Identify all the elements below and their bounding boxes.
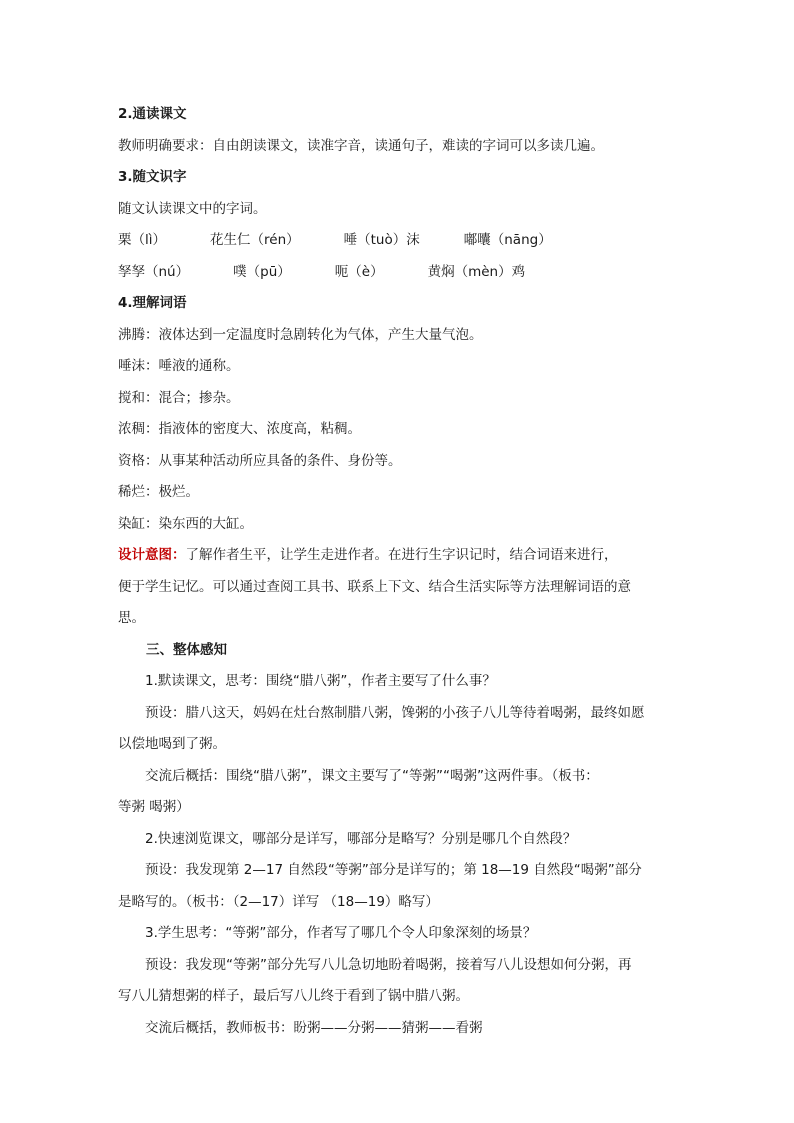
paragraph: 教师明确要求：自由朗读课文，读准字音，读通句子，难读的字词可以多读几遍。 (118, 137, 604, 154)
paragraph: 预设：我发现“等粥”部分先写八儿急切地盼着喝粥，接着写八儿设想如何分粥，再 (145, 956, 632, 973)
pinyin-word: 黄焖（mèn）鸡 (427, 263, 526, 280)
design-intent-label: 设计意图： (118, 547, 186, 563)
pinyin-row-2 (118, 257, 678, 289)
paragraph: 思。 (118, 610, 145, 626)
section-heading-vocab: 4.理解词语 (118, 295, 187, 311)
design-intent-text: 了解作者生平，让学生走进作者。在进行生字识记时，结合词语来进行， (185, 547, 618, 563)
paragraph: 写八儿猜想粥的样子，最后写八儿终于看到了锅中腊八粥。 (118, 988, 469, 1004)
pinyin-word: 呃（è） (334, 263, 384, 280)
paragraph: 预设：腊八这天，妈妈在灶台熬制腊八粥，馋粥的小孩子八儿等待着喝粥，最终如愿 (145, 704, 645, 721)
paragraph: 交流后概括，教师板书：盼粥——分粥——猜粥——看粥 (145, 1019, 483, 1036)
question: 1.默读课文，思考：围绕“腊八粥”，作者主要写了什么事？ (145, 673, 496, 689)
question: 3.学生思考：“等粥”部分，作者写了哪几个令人印象深刻的场景？ (145, 925, 537, 941)
paragraph: 以偿地喝到了粥。 (118, 736, 226, 752)
vocab-item: 沸腾：液体达到一定温度时急剧转化为气体，产生大量气泡。 (118, 326, 483, 343)
vocab-item: 搅和：混合；掺杂。 (118, 389, 240, 406)
pinyin-word: 唾（tuò）沫 (343, 232, 420, 248)
vocab-item: 染缸：染东西的大缸。 (118, 515, 253, 532)
pinyin-word: 花生仁（rén） (210, 232, 300, 248)
paragraph: 是略写的。（板书：（2—17）详写 （18—19）略写） (118, 893, 439, 910)
vocab-item: 唾沫：唾液的通称。 (118, 358, 240, 374)
paragraph: 预设：我发现第 2—17 自然段“等粥”部分是详写的；第 18—19 自然段“喝粥”部分 (145, 862, 642, 878)
paragraph: 随文认读课文中的字词。 (118, 200, 267, 217)
design-intent-line (118, 540, 678, 572)
section-heading-read-text: 2.通读课文 (118, 106, 187, 122)
section-heading-literacy: 3.随文识字 (118, 169, 187, 185)
pinyin-word: 孥孥（nú） (118, 263, 190, 280)
vocab-item: 资格：从事某种活动所应具备的条件、身份等。 (118, 452, 402, 469)
section-heading-overall: 三、整体感知 (146, 641, 227, 658)
vocab-item: 稀烂：极烂。 (118, 484, 199, 500)
paragraph: 便于学生记忆。可以通过查阅工具书、联系上下文、结合生活实际等方法理解词语的意 (118, 578, 631, 595)
pinyin-word: 噗（pū） (233, 263, 291, 280)
question: 2.快速浏览课文，哪部分是详写，哪部分是略写？分别是哪几个自然段？ (145, 830, 577, 847)
pinyin-word: 嘟囔（nāng） (463, 232, 552, 248)
document-body (118, 99, 678, 1044)
pinyin-row-1 (118, 225, 678, 257)
vocab-item: 浓稠：指液体的密度大、浓度高，粘稠。 (118, 421, 361, 437)
pinyin-word: 栗（lì） (118, 232, 167, 248)
paragraph: 等粥 喝粥） (118, 799, 190, 815)
paragraph: 交流后概括：围绕“腊八粥”，课文主要写了“等粥”“喝粥”这两件事。（板书： (145, 767, 599, 784)
